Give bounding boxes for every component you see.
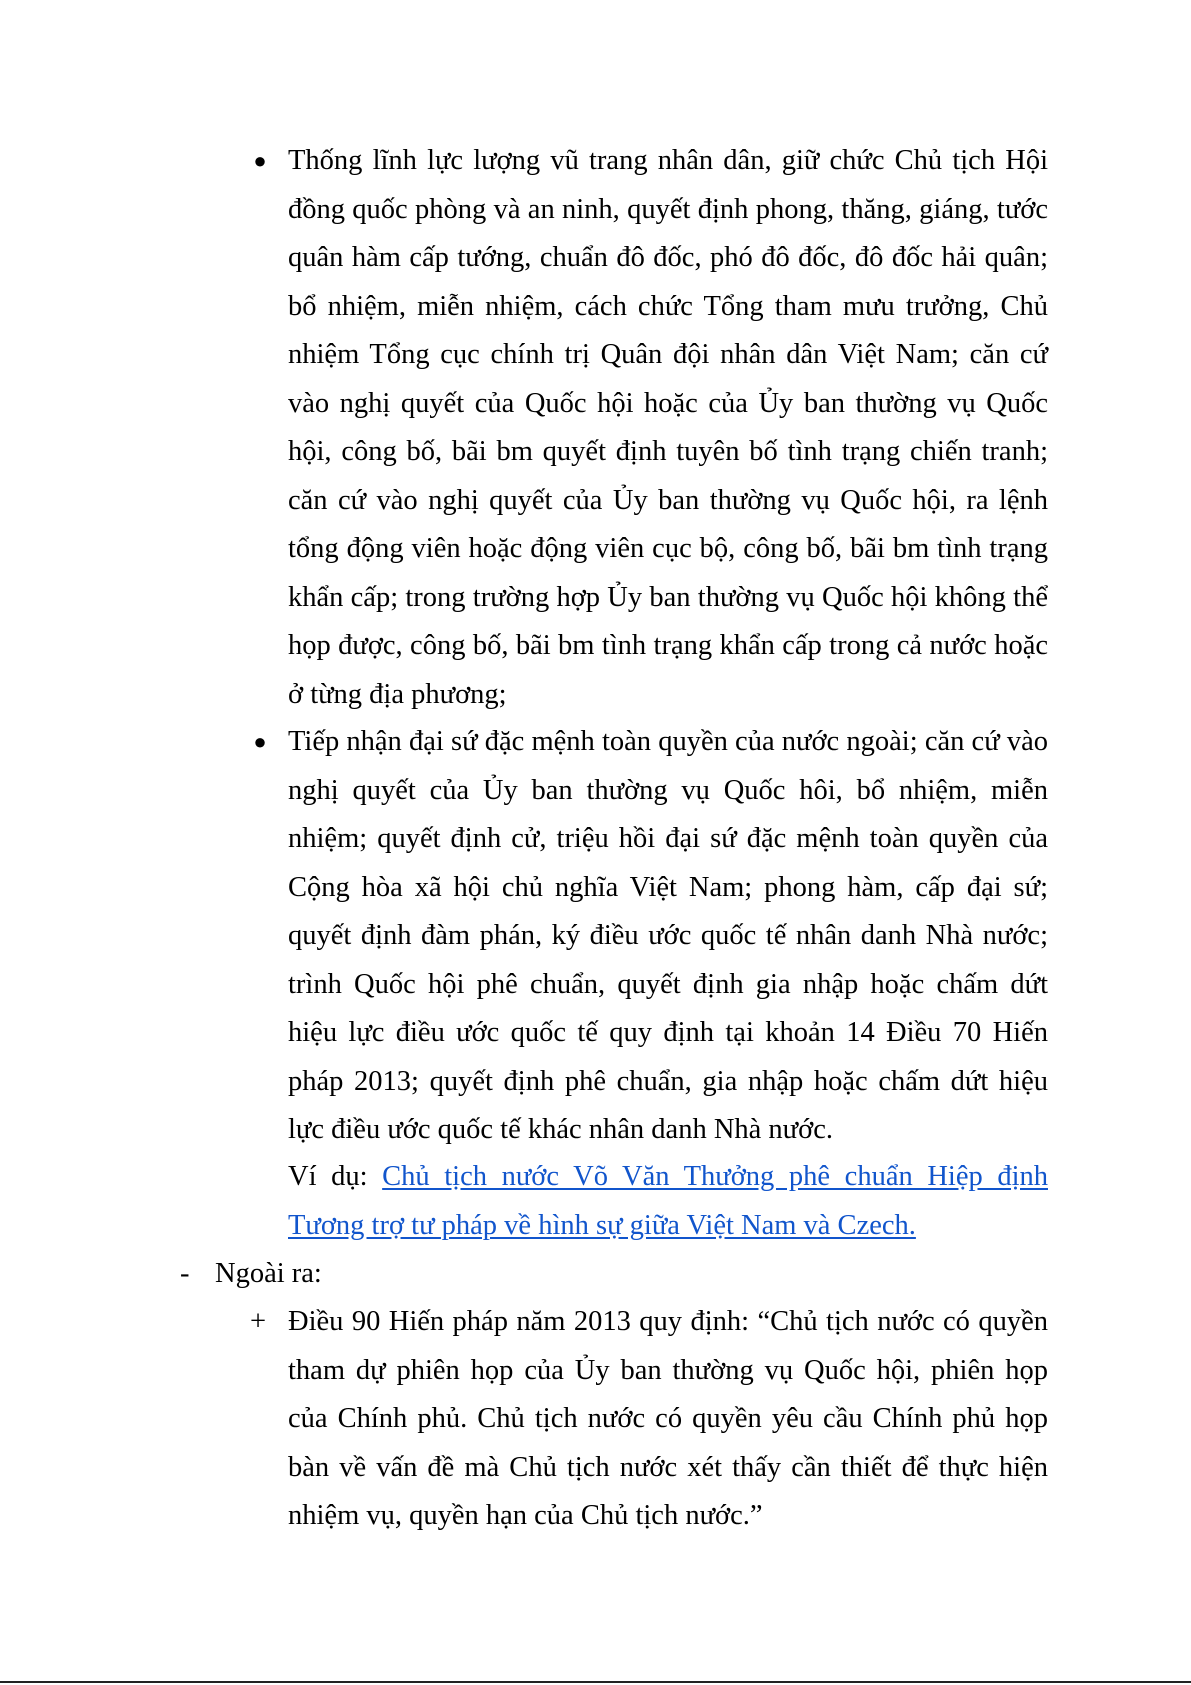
dash-marker: - (180, 1258, 190, 1289)
bullet-item-1-text: Thống lĩnh lực lượng vũ trang nhân dân, giữ chức Chủ tịch Hội đồng quốc phòng và an ninh, quyết định phong, thăng, giáng, tước quân hàm cấp tướng, chuẩn đô đốc, phó đô đốc, đô đốc hải quân; bổ nhiệm, miễn nhiệm, cách chức Tổng tham mưu trưởng, Chủ nhiệm Tổng cục chính trị Quân đội nhân dân Việt Nam; căn cứ vào nghị quyết của Quốc hội hoặc của Ủy ban thường vụ Quốc hội, công bố, bãi bm quyết định tuyên bố tình trạng chiến tranh; căn cứ vào nghị quyết của Ủy ban thường vụ Quốc hội, ra lệnh tổng động viên hoặc động viên cục bộ, công bố, bãi bm tình trạng khẩn cấp; trong trường hợp Ủy ban thường vụ Quốc hội không thể họp được, công bố, bãi bm tình trạng khẩn cấp trong cả nước hoặc ở từng địa phương; (288, 145, 1048, 710)
example-paragraph (288, 1153, 1048, 1250)
plus-marker: + (250, 1306, 267, 1337)
example-prefix: Ví dụ: (288, 1161, 383, 1192)
other-label: Ngoài ra: (215, 1258, 322, 1289)
bullet-marker-1: ● (253, 148, 267, 173)
plus-item-text: Điều 90 Hiến pháp năm 2013 quy định: “Chủ tịch nước có quyền tham dự phiên họp của Ủy ban thường vụ Quốc hội, phiên họp của Chính phủ. Chủ tịch nước có quyền yêu cầu Chính phủ họp bàn về vấn đề mà Chủ tịch nước xét thấy cần thiết để thực hiện nhiệm vụ, quyền hạn của Chủ tịch nước.” (288, 1306, 1048, 1531)
page-bottom-rule (0, 1681, 1191, 1683)
example-news-link[interactable]: Chủ tịch nước Võ Văn Thưởng phê chuẩn Hiệp định Tương trợ tư pháp về hình sự giữa Việt Nam và Czech. (288, 1161, 1048, 1241)
bullet-marker-2: ● (253, 729, 267, 754)
bullet-item-2-text: Tiếp nhận đại sứ đặc mệnh toàn quyền của nước ngoài; căn cứ vào nghị quyết của Ủy ban thường vụ Quốc hôi, bổ nhiệm, miễn nhiệm; quyết định cử, triệu hồi đại sứ đặc mệnh toàn quyền của Cộng hòa xã hội chủ nghĩa Việt Nam; phong hàm, cấp đại sứ; quyết định đàm phán, ký điều ước quốc tế nhân danh Nhà nước; trình Quốc hội phê chuẩn, quyết định gia nhập hoặc chấm dứt hiệu lực điều ước quốc tế quy định tại khoản 14 Điều 70 Hiến pháp 2013; quyết định phê chuẩn, gia nhập hoặc chấm dứt hiệu lực điều ước quốc tế khác nhân danh Nhà nước. (288, 726, 1048, 1145)
